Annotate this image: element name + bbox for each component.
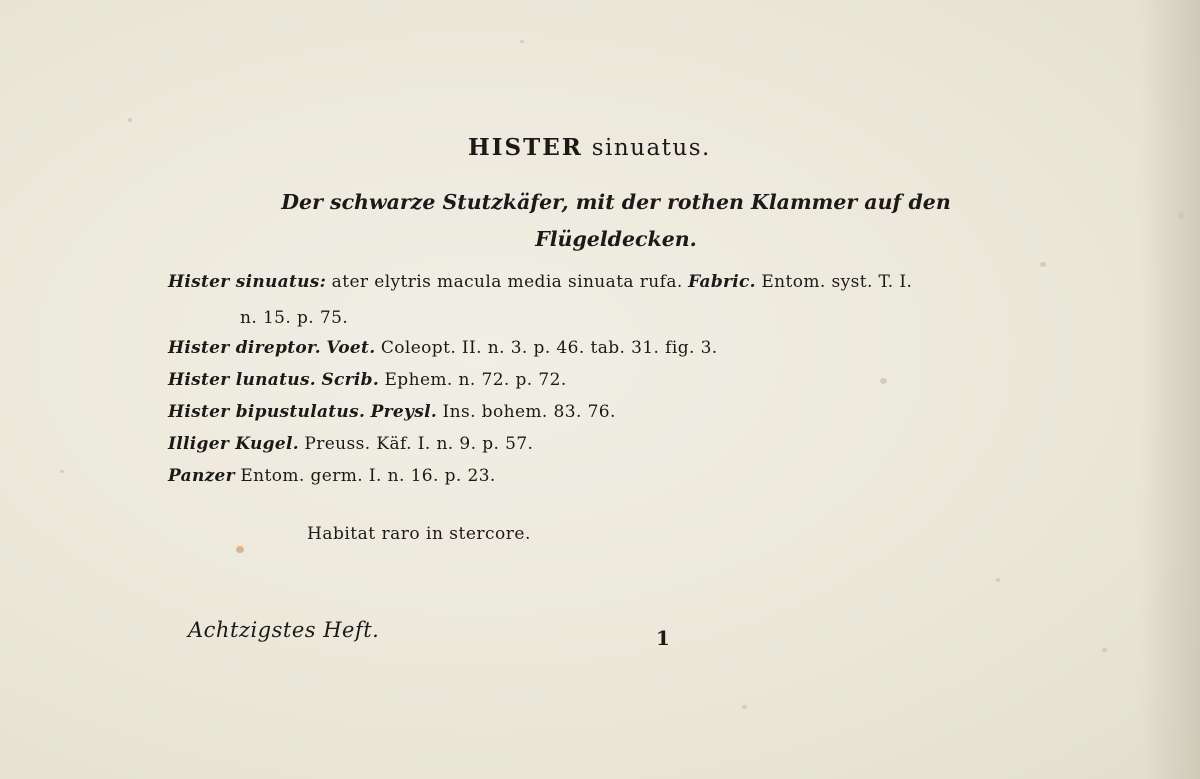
paper-fleck	[742, 705, 747, 709]
signature-mark: 1	[656, 626, 670, 650]
paper-fleck	[1178, 212, 1185, 219]
reference-detail: Entom. syst. T. I.	[761, 272, 913, 292]
subtitle-line-1: Der schwarze Stutzkäfer, mit der rothen Klammer auf den	[281, 190, 951, 214]
page-title	[468, 134, 711, 161]
page-subtitle	[236, 184, 996, 258]
paper-fleck	[128, 118, 132, 122]
subtitle-line-2: Flügeldecken.	[535, 227, 697, 251]
reference-item	[168, 402, 1068, 434]
reference-author: Hister bipustulatus.	[168, 402, 366, 422]
paper-fleck	[1102, 648, 1107, 652]
reference-source: Voet.	[326, 338, 376, 358]
reference-item	[168, 338, 1068, 370]
reference-author: Hister direptor.	[168, 338, 321, 358]
title-species: sinuatus.	[591, 135, 711, 161]
reference-list	[168, 272, 1068, 498]
reference-detail: Coleopt. II. n. 3. p. 46. tab. 31. fig. 3.	[380, 338, 718, 358]
reference-source: Preysl.	[370, 402, 438, 422]
issue-label: Achtzigstes Heft.	[188, 618, 380, 642]
paper-edge-shadow	[1140, 0, 1200, 779]
reference-detail: Entom. germ. I. n. 16. p. 23.	[240, 466, 496, 486]
reference-detail: Preuss. Käf. I. n. 9. p. 57.	[304, 434, 534, 454]
reference-item	[168, 370, 1068, 402]
paper-fleck	[1040, 262, 1046, 267]
reference-source: Scrib.	[321, 370, 380, 390]
reference-author: Illiger Kugel.	[168, 434, 299, 454]
reference-item	[168, 466, 1068, 498]
title-genus: HISTER	[468, 134, 583, 161]
paper-fleck	[520, 40, 524, 43]
paper-fleck	[996, 578, 1000, 582]
habitat-note: Habitat raro in stercore.	[307, 524, 531, 544]
reference-detail: Ephem. n. 72. p. 72.	[384, 370, 567, 390]
reference-author: Hister lunatus.	[168, 370, 317, 390]
reference-detail: Ins. bohem. 83. 76.	[442, 402, 616, 422]
reference-text: ater elytris macula media sinuata rufa.	[331, 272, 683, 292]
reference-source: Fabric.	[688, 272, 756, 292]
reference-author: Panzer	[168, 466, 235, 486]
reference-item	[168, 272, 1068, 338]
reference-item	[168, 434, 1068, 466]
reference-author: Hister sinuatus:	[168, 272, 327, 292]
reference-continuation: n. 15. p. 75.	[240, 308, 349, 328]
paper-fleck	[60, 470, 64, 473]
paper-fleck	[236, 546, 244, 553]
